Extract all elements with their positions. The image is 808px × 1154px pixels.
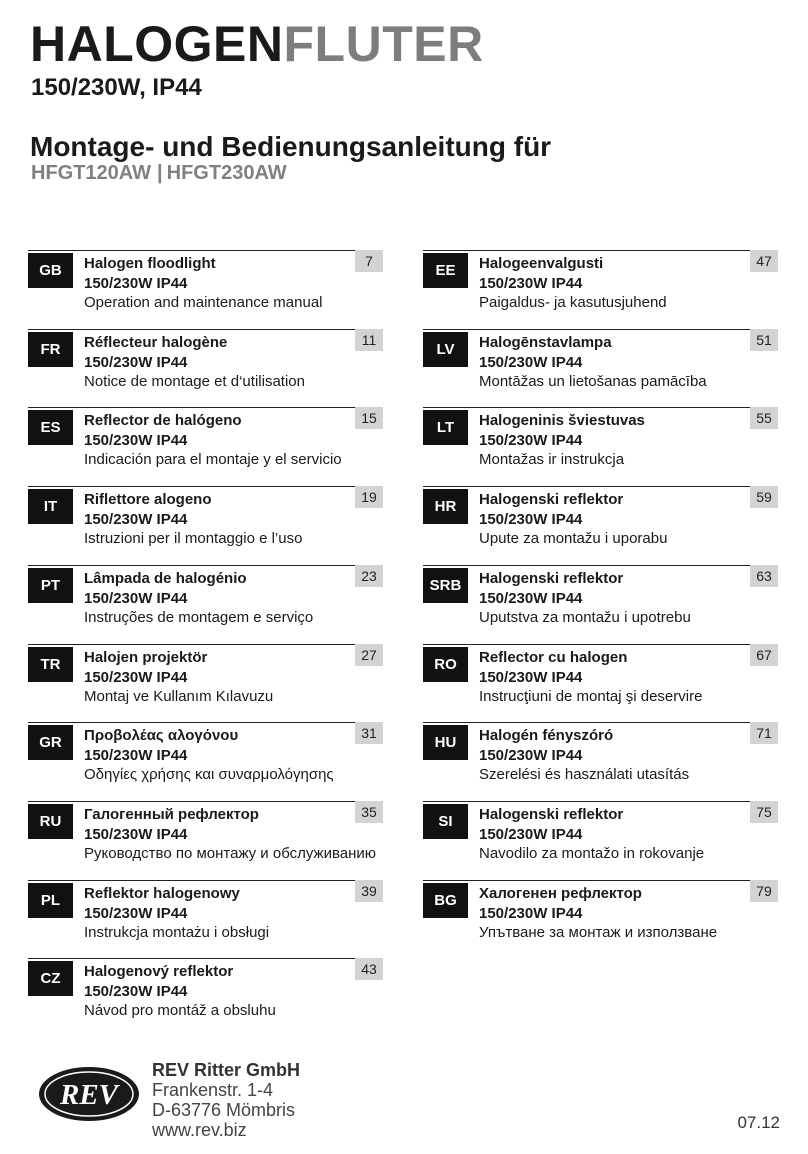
page-number: 39 (355, 880, 383, 902)
entry-title: Reflector de halógeno (84, 412, 242, 429)
entry-power-rating: 150/230W IP44 (84, 905, 188, 922)
entry-description: Instruções de montagem e serviço (84, 609, 314, 626)
entry-rule (423, 801, 778, 802)
entry-power-rating: 150/230W IP44 (479, 590, 583, 607)
model-2: HFGT230AW (166, 162, 287, 184)
toc-entry-lt[interactable] (423, 407, 778, 477)
toc-entry-lv[interactable] (423, 329, 778, 399)
language-code-badge: HU (423, 725, 468, 760)
entry-rule (423, 486, 778, 487)
page-number: 11 (355, 329, 383, 351)
page-number: 27 (355, 644, 383, 666)
language-code-badge: GB (28, 253, 73, 288)
entry-rule (28, 722, 383, 723)
entry-rule (28, 250, 383, 251)
entry-description: Montaj ve Kullanım Kılavuzu (84, 688, 274, 705)
entry-title: Riflettore alogeno (84, 491, 212, 508)
language-code-badge: ES (28, 410, 73, 445)
entry-power-rating: 150/230W IP44 (84, 275, 188, 292)
toc-entry-hu[interactable] (423, 722, 778, 792)
title-part-fluter: FLUTER (283, 16, 484, 72)
language-code-badge: EE (423, 253, 468, 288)
logo-text: REV (59, 1079, 119, 1111)
entry-title: Προβολέας αλογόνου (84, 727, 239, 744)
rev-logo (38, 1066, 140, 1122)
language-code-badge: PL (28, 883, 73, 918)
entry-title: Halogenski reflektor (479, 806, 624, 823)
entry-title: Réflecteur halogène (84, 334, 228, 351)
toc-entry-pl[interactable] (28, 880, 383, 950)
entry-rule (28, 801, 383, 802)
page-number: 55 (750, 407, 778, 429)
entry-rule (28, 958, 383, 959)
entry-title: Halogenski reflektor (479, 491, 624, 508)
entry-power-rating: 150/230W IP44 (479, 354, 583, 371)
entry-description: Instrucţiuni de montaj şi deservire (479, 688, 703, 705)
language-code-badge: FR (28, 332, 73, 367)
toc-entry-fr[interactable] (28, 329, 383, 399)
language-code-badge: RO (423, 647, 468, 682)
page-number: 7 (355, 250, 383, 272)
entry-title: Halojen projektör (84, 649, 208, 666)
language-code-badge: RU (28, 804, 73, 839)
page-number: 79 (750, 880, 778, 902)
language-code-badge: LT (423, 410, 468, 445)
entry-rule (28, 486, 383, 487)
entry-rule (28, 880, 383, 881)
page-number: 47 (750, 250, 778, 272)
entry-title: Halogeenvalgusti (479, 255, 604, 272)
entry-title: Halogēnstavlampa (479, 334, 612, 351)
entry-power-rating: 150/230W IP44 (84, 983, 188, 1000)
language-code-badge: HR (423, 489, 468, 524)
entry-description: Руководство по монтажу и обслуживанию (84, 845, 377, 862)
entry-power-rating: 150/230W IP44 (479, 669, 583, 686)
language-code-badge: CZ (28, 961, 73, 996)
entry-description: Upute za montažu i uporabu (479, 530, 668, 547)
language-code-badge: GR (28, 725, 73, 760)
entry-rule (423, 329, 778, 330)
entry-power-rating: 150/230W IP44 (479, 275, 583, 292)
entry-description: Montažas ir instrukcja (479, 451, 625, 468)
toc-entry-ru[interactable] (28, 801, 383, 871)
entry-title: Lâmpada de halogénio (84, 570, 247, 587)
toc-entry-tr[interactable] (28, 644, 383, 714)
entry-rule (28, 407, 383, 408)
page-number: 71 (750, 722, 778, 744)
company-website[interactable]: www.rev.biz (152, 1120, 247, 1140)
entry-title: Халогенен рефлектор (479, 885, 642, 902)
page-number: 63 (750, 565, 778, 587)
page-number: 19 (355, 486, 383, 508)
entry-title: Halogén fényszóró (479, 727, 614, 744)
toc-entry-hr[interactable] (423, 486, 778, 556)
document-title (30, 14, 484, 74)
entry-power-rating: 150/230W IP44 (84, 511, 188, 528)
entry-description: Упътване за монтаж и използване (479, 924, 718, 941)
company-name: REV Ritter GmbH (152, 1060, 301, 1080)
page-number: 51 (750, 329, 778, 351)
page-number: 31 (355, 722, 383, 744)
entry-power-rating: 150/230W IP44 (84, 354, 188, 371)
entry-power-rating: 150/230W IP44 (479, 432, 583, 449)
entry-title: Halogeninis šviestuvas (479, 412, 645, 429)
language-code-badge: SI (423, 804, 468, 839)
language-code-badge: LV (423, 332, 468, 367)
toc-entry-ro[interactable] (423, 644, 778, 714)
entry-power-rating: 150/230W IP44 (479, 826, 583, 843)
title-part-halogen: HALOGEN (30, 16, 284, 72)
entry-title: Halogenski reflektor (479, 570, 624, 587)
page-number: 67 (750, 644, 778, 666)
entry-rule (423, 565, 778, 566)
print-date: 07.12 (737, 1113, 780, 1132)
toc-entry-pt[interactable] (28, 565, 383, 635)
entry-description: Paigaldus- ja kasutusjuhend (479, 294, 667, 311)
entry-rule (28, 565, 383, 566)
entry-title: Reflector cu halogen (479, 649, 628, 666)
toc-entry-srb[interactable] (423, 565, 778, 635)
entry-power-rating: 150/230W IP44 (479, 511, 583, 528)
toc-entry-si[interactable] (423, 801, 778, 871)
entry-rule (423, 722, 778, 723)
toc-entry-gb[interactable] (28, 250, 383, 320)
model-1: HFGT120AW (31, 162, 152, 184)
entry-title: Halogen floodlight (84, 255, 216, 272)
company-city: D-63776 Mömbris (152, 1100, 296, 1120)
page-number: 75 (750, 801, 778, 823)
toc-entry-es[interactable] (28, 407, 383, 477)
entry-title: Галогенный рефлектор (84, 806, 259, 823)
entry-rule (28, 644, 383, 645)
entry-description: Montāžas un lietošanas pamācība (479, 373, 707, 390)
entry-power-rating: 150/230W IP44 (84, 747, 188, 764)
entry-power-rating: 150/230W IP44 (84, 590, 188, 607)
subtitle: 150/230W, IP44 (31, 74, 202, 101)
toc-entry-it[interactable] (28, 486, 383, 556)
manual-heading: Montage- und Bedienungsanleitung für (30, 131, 552, 162)
entry-rule (423, 407, 778, 408)
entry-rule (423, 880, 778, 881)
entry-description: Οδηγίες χρήσης και συναρμολόγησης (84, 766, 334, 783)
entry-power-rating: 150/230W IP44 (84, 826, 188, 843)
page-number: 23 (355, 565, 383, 587)
entry-rule (423, 644, 778, 645)
page-number: 43 (355, 958, 383, 980)
entry-rule (423, 250, 778, 251)
entry-description: Istruzioni per il montaggio e l’uso (84, 530, 303, 547)
toc-entry-gr[interactable] (28, 722, 383, 792)
language-code-badge: SRB (423, 568, 468, 603)
entry-description: Návod pro montáž a obsluhu (84, 1002, 276, 1019)
language-code-badge: PT (28, 568, 73, 603)
entry-description: Uputstva za montažu i upotrebu (479, 609, 691, 626)
entry-title: Halogenový reflektor (84, 963, 234, 980)
toc-entry-bg[interactable] (423, 880, 778, 950)
page-number: 15 (355, 407, 383, 429)
page-number: 35 (355, 801, 383, 823)
entry-power-rating: 150/230W IP44 (479, 905, 583, 922)
language-code-badge: IT (28, 489, 73, 524)
model-numbers (31, 160, 287, 186)
model-separator: | (157, 162, 163, 184)
company-address (152, 1060, 300, 1140)
entry-description: Navodilo za montažo in rokovanje (479, 845, 705, 862)
entry-power-rating: 150/230W IP44 (479, 747, 583, 764)
company-street: Frankenstr. 1-4 (152, 1080, 274, 1100)
entry-description: Indicación para el montaje y el servicio (84, 451, 342, 468)
entry-description: Szerelési és használati utasítás (479, 766, 690, 783)
entry-title: Reflektor halogenowy (84, 885, 240, 902)
entry-description: Notice de montage et d‘utilisation (84, 373, 305, 390)
toc-entry-ee[interactable] (423, 250, 778, 320)
page-number: 59 (750, 486, 778, 508)
entry-rule (28, 329, 383, 330)
entry-power-rating: 150/230W IP44 (84, 669, 188, 686)
entry-description: Operation and maintenance manual (84, 294, 323, 311)
entry-power-rating: 150/230W IP44 (84, 432, 188, 449)
toc-entry-cz[interactable] (28, 958, 383, 1028)
language-code-badge: TR (28, 647, 73, 682)
entry-description: Instrukcja montażu i obsługi (84, 924, 270, 941)
language-code-badge: BG (423, 883, 468, 918)
